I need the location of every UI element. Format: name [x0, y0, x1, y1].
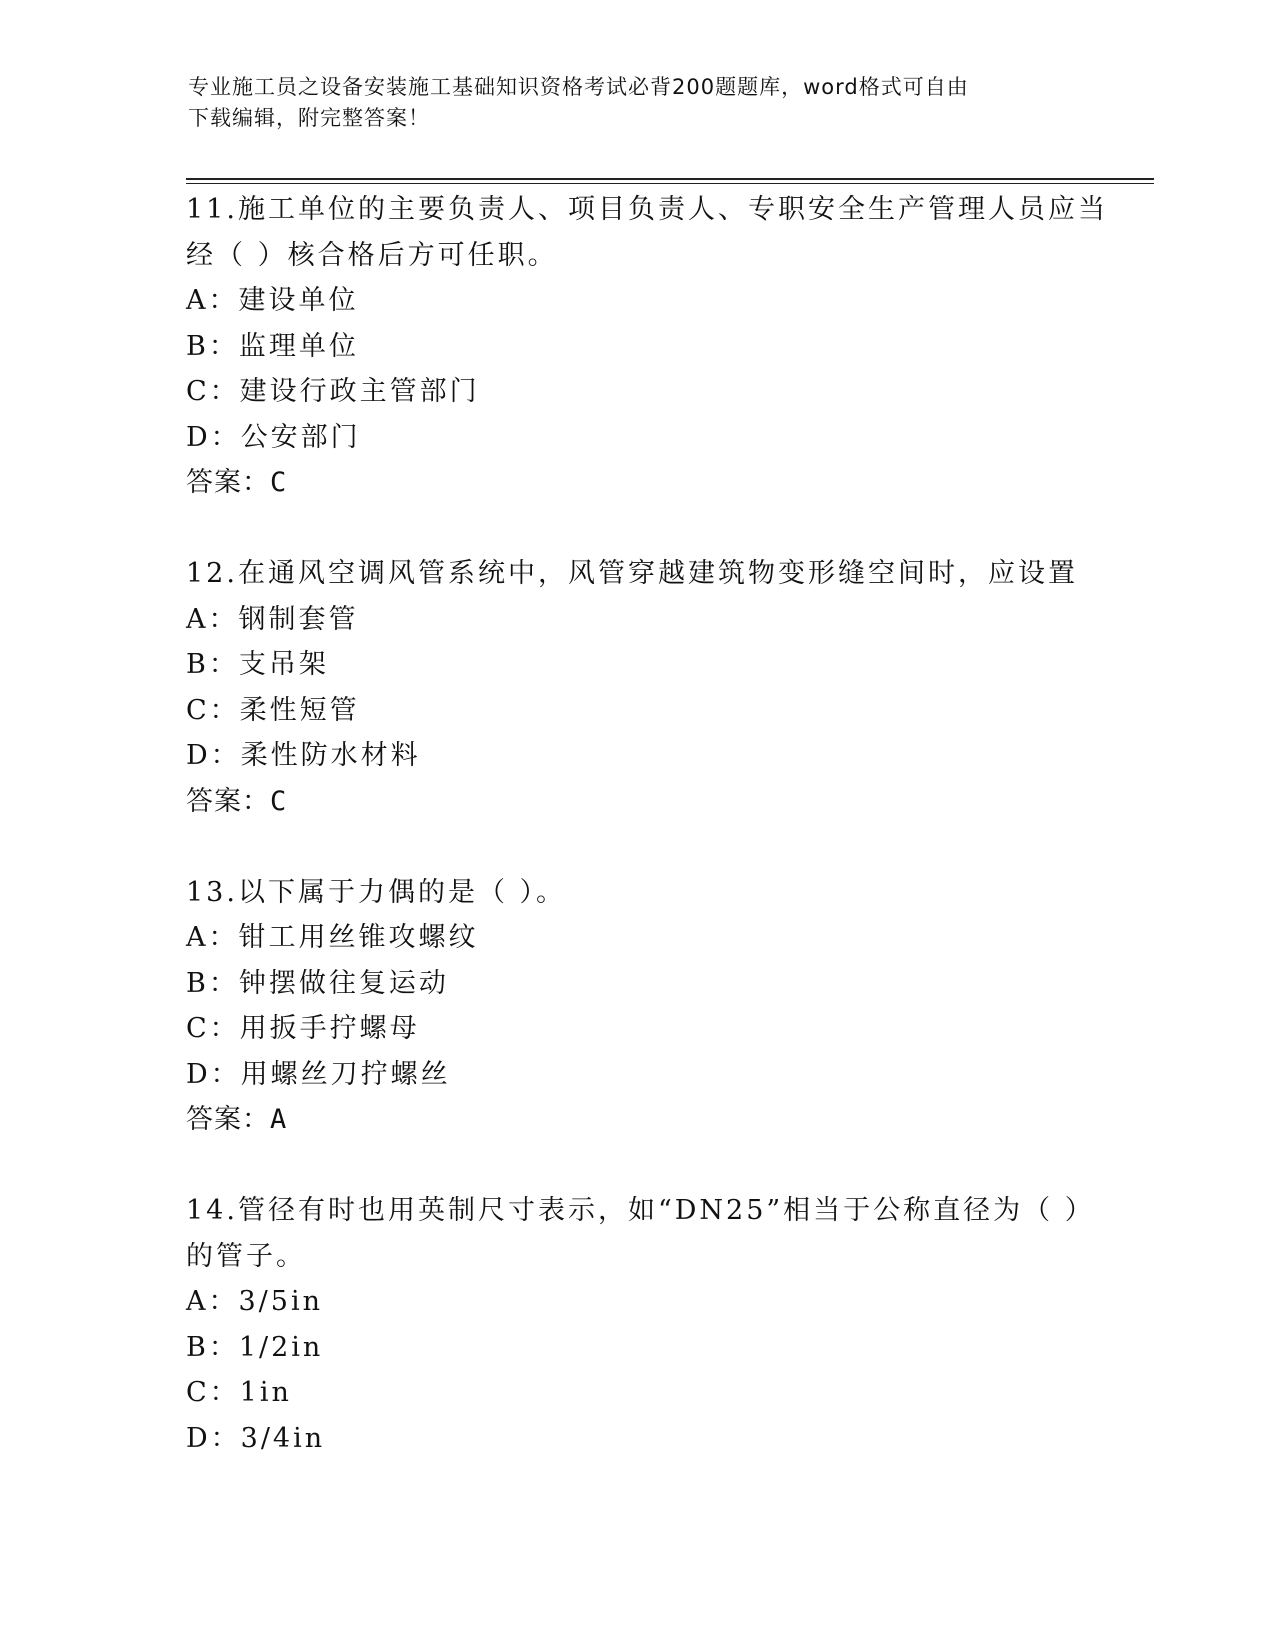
answer-value: C	[270, 467, 288, 498]
answer-label: 答案：	[186, 467, 270, 498]
option-a: A：3/5in	[186, 1286, 323, 1317]
question-gap	[186, 506, 1086, 552]
option-a: A：钳工用丝锥攻螺纹	[186, 922, 479, 953]
question-stem: 12.在通风空调风管系统中，风管穿越建筑物变形缝空间时，应设置	[186, 558, 1078, 589]
header-line-1: 专业施工员之设备安装施工基础知识资格考试必背200题题库，word格式可自由	[188, 75, 969, 99]
question-stem: 11.施工单位的主要负责人、项目负责人、专职安全生产管理人员应当	[186, 194, 1108, 225]
option-b: B：1/2in	[186, 1331, 324, 1363]
question-stem: 13.以下属于力偶的是（ ）。	[186, 876, 567, 908]
document-header	[188, 72, 1068, 134]
question-stem: 的管子。	[186, 1240, 306, 1272]
answer	[186, 779, 1086, 825]
answer	[186, 1097, 1086, 1143]
option-c: C：用扳手拧螺母	[186, 1013, 420, 1044]
option-d: D：3/4in	[186, 1422, 326, 1454]
question-gap	[186, 1143, 1086, 1189]
question-stem: 经（ ）核合格后方可任职。	[186, 239, 558, 271]
question-11	[186, 187, 1108, 506]
answer-label: 答案：	[186, 1104, 270, 1135]
option-d: D：公安部门	[186, 421, 361, 453]
question-gap	[186, 824, 1086, 870]
option-b: B：支吊架	[186, 649, 329, 680]
answer	[186, 460, 1086, 506]
question-list	[186, 187, 1108, 1461]
answer-value: A	[270, 1104, 288, 1135]
option-c: C：柔性短管	[186, 694, 360, 726]
answer-label: 答案：	[186, 785, 270, 817]
header-divider-thick	[186, 178, 1154, 180]
option-c: C：1in	[186, 1377, 292, 1408]
option-c: C：建设行政主管部门	[186, 376, 480, 407]
option-a: A：建设单位	[186, 285, 359, 316]
header-line-2: 下载编辑，附完整答案！	[188, 106, 430, 130]
answer-value: C	[270, 785, 288, 817]
question-12	[186, 551, 1086, 824]
option-b: B：监理单位	[186, 330, 359, 362]
option-b: B：钟摆做往复运动	[186, 967, 449, 999]
header-divider-thin	[186, 183, 1154, 184]
question-14	[186, 1188, 1095, 1461]
option-d: D：柔性防水材料	[186, 740, 421, 771]
option-d: D：用螺丝刀拧螺丝	[186, 1058, 451, 1090]
question-stem: 14.管径有时也用英制尺寸表示，如“DN25”相当于公称直径为（ ）	[186, 1195, 1095, 1226]
question-13	[186, 870, 1086, 1143]
option-a: A：钢制套管	[186, 603, 359, 635]
